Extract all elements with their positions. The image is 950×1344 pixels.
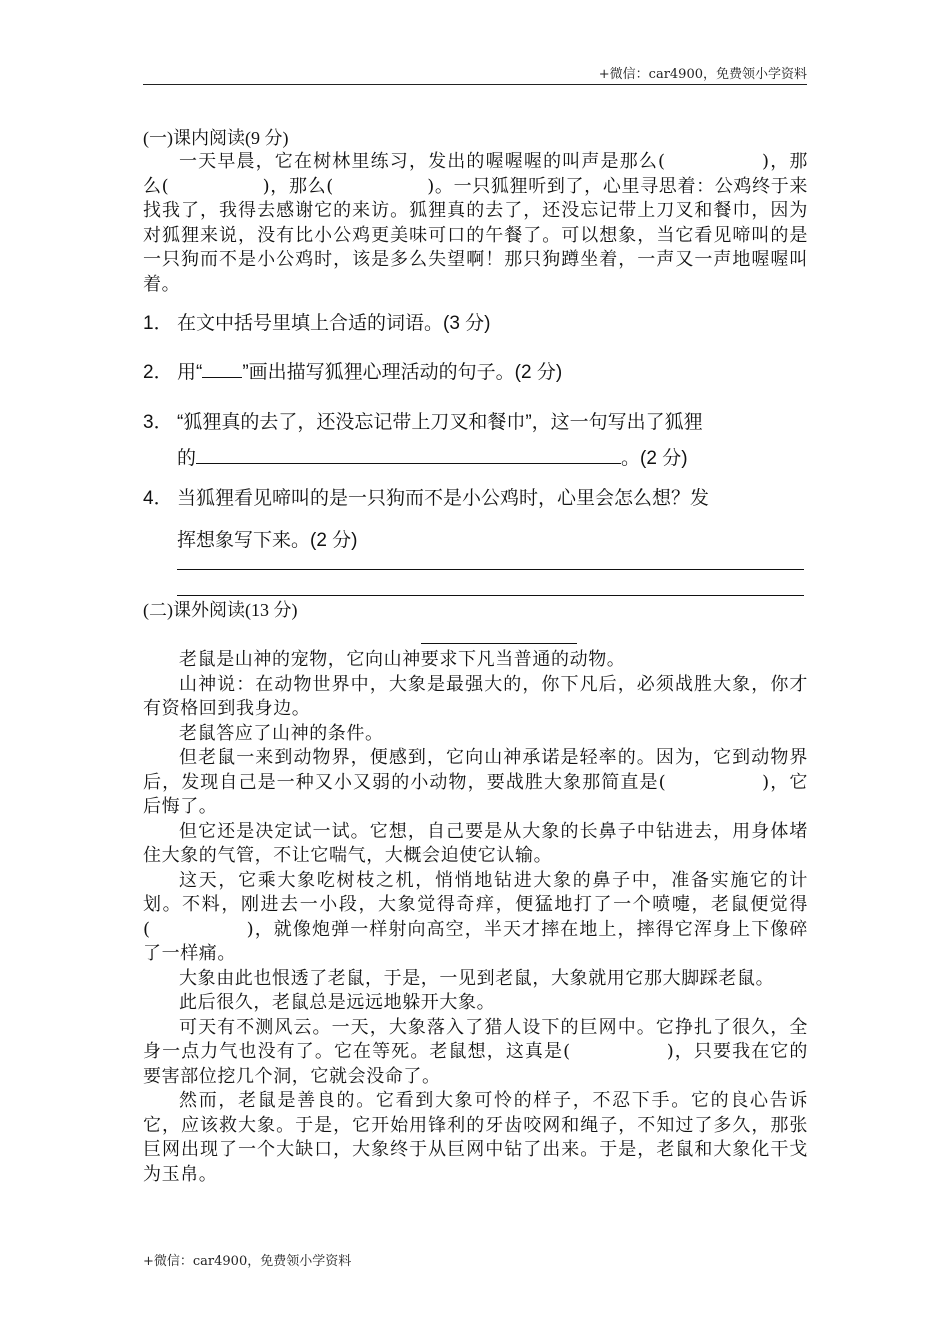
footer-watermark-text: +微信：car4900，免费领小学资料 bbox=[143, 1254, 352, 1269]
question-text-pre: 的 bbox=[177, 448, 197, 469]
story-paragraph: 然而，老鼠是善良的。它看到大象可怜的样子，不忍下手。它的良心告诉它，应该救大象。于是，它开始用锋利的牙齿咬网和绳子，不知过了多久，那张巨网出现了一个大缺口，大象终于从巨网中钻了出来。于是，老鼠和大象化干戈为玉帛。 bbox=[143, 1090, 808, 1185]
question-number: 4． bbox=[143, 488, 173, 509]
story-paragraph: 此后很久，老鼠总是远远地躲开大象。 bbox=[179, 992, 496, 1013]
question-3 bbox=[143, 405, 808, 477]
section2-passage bbox=[143, 648, 808, 1187]
question-number: 2． bbox=[143, 362, 173, 383]
story-paragraph: 大象由此也恨透了老鼠，于是，一见到老鼠，大象就用它那大脚踩老鼠。 bbox=[179, 967, 775, 989]
story-paragraph: 山神说：在动物世界中，大象是最强大的，你下凡后，必须战胜大象，你才有资格回到我身边。 bbox=[143, 673, 808, 719]
underline-blank[interactable] bbox=[202, 359, 242, 378]
question-text-line1: 当狐狸看见啼叫的是一只狗而不是小公鸡时，心里会怎么想？发 bbox=[177, 488, 710, 509]
story-title-blank[interactable] bbox=[421, 643, 577, 644]
question-text-post: ”画出描写狐狸心理活动的句子。(2 分) bbox=[242, 362, 563, 383]
question-1 bbox=[143, 306, 808, 342]
story-paragraph: 可天有不测风云。一天，大象落入了猎人设下的巨网中。它挣扎了很久，全身一点力气也没有了。它在等死。老鼠想，这真是( )，只要我在它的要害部位挖几个洞，它就会没命了。 bbox=[143, 1016, 808, 1087]
section1-title: (一)课内阅读(9 分) bbox=[143, 128, 289, 148]
section2-title: (二)课外阅读(13 分) bbox=[143, 600, 298, 620]
story-paragraph: 这天，它乘大象吃树枝之机，悄悄地钻进大象的鼻子中，准备实施它的计划。不料，刚进去一小段，大象觉得奇痒，便猛地打了一个喷嚏，老鼠便觉得( )，就像炮弹一样射向高空，半天才摔在地上，摔得它浑身上下像碎了一样痛。 bbox=[143, 869, 808, 964]
section1-paragraph: 一天早晨，它在树林里练习，发出的喔喔喔的叫声是那么( )，那么( )，那么( )。一只狐狸听到了，心里寻思着：公鸡终于来找我了，我得去感谢它的来访。狐狸真的去了，还没忘记带上刀叉和餐巾，因为对狐狸来说，没有比小公鸡更美味可口的午餐了。可以想象，当它看见啼叫的是一只狗而不是小公鸡时，该是多么失望啊！那只狗蹲坐着，一声又一声地喔喔叫着。 bbox=[143, 151, 808, 295]
question-number: 3． bbox=[143, 412, 173, 433]
question-2 bbox=[143, 355, 808, 391]
question-text: 在文中括号里填上合适的词语。(3 分) bbox=[177, 313, 491, 334]
story-paragraph: 但老鼠一来到动物界，便感到，它向山神承诺是轻率的。因为，它到动物界后，发现自己是一种又小又弱的小动物，要战胜大象那简直是( )，它后悔了。 bbox=[143, 747, 808, 817]
header-rule bbox=[143, 84, 807, 85]
story-paragraph: 但它还是决定试一试。它想，自己要是从大象的长鼻子中钻进去，用身体堵住大象的气管，不让它喘气，大概会迫使它认输。 bbox=[143, 820, 808, 866]
story-paragraph: 老鼠答应了山神的条件。 bbox=[179, 722, 384, 744]
question-number: 1． bbox=[143, 313, 173, 334]
header-watermark-text: +微信：car4900，免费领小学资料 bbox=[598, 67, 807, 82]
question-text-post: 。(2 分) bbox=[621, 448, 688, 469]
story-paragraph: 老鼠是山神的宠物，它向山神要求下凡当普通的动物。 bbox=[179, 649, 626, 670]
answer-blank[interactable] bbox=[196, 445, 621, 464]
question-text-line1: “狐狸真的去了，还没忘记带上刀叉和餐巾”，这一句写出了狐狸 bbox=[177, 412, 703, 433]
question-text-pre: 用“ bbox=[177, 362, 203, 383]
section1-passage bbox=[143, 150, 808, 297]
question-4 bbox=[143, 481, 808, 559]
question-text-line2: 挥想象写下来。(2 分) bbox=[177, 530, 358, 551]
answer-line-2[interactable] bbox=[177, 595, 804, 596]
answer-line-1[interactable] bbox=[177, 569, 804, 570]
